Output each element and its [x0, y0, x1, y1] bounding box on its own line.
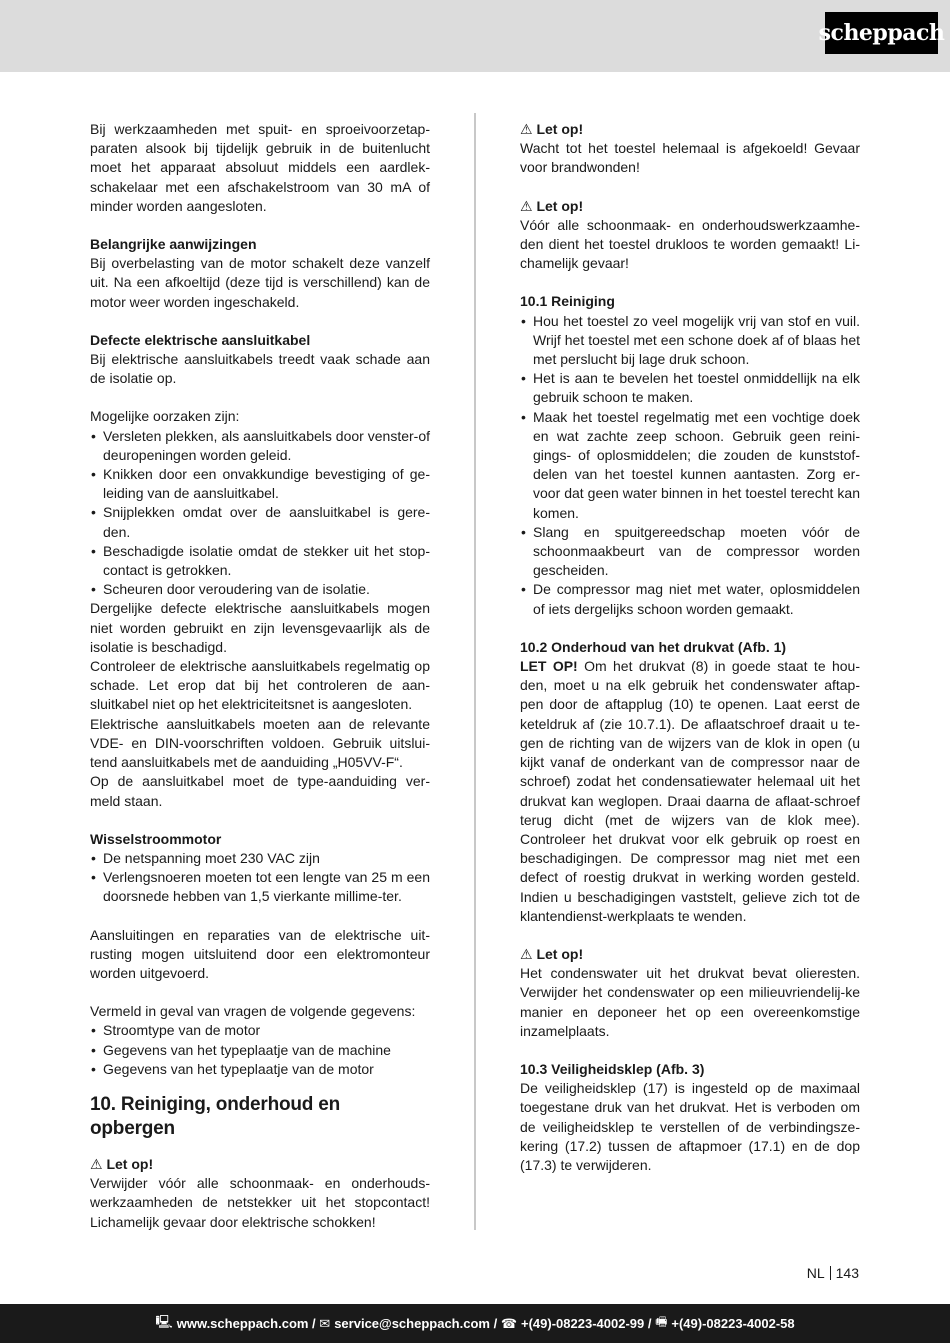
list-item: • De compressor mag niet met water, oplosmiddelen of iets dergelijks schoon worden gemaakt. [520, 580, 860, 618]
paragraph-check: Controleer de elektrische aansluitkabels regelmatig op schade. Let erop dat bij het controleren de aan-sluitkabel niet op het elektriciteitsnet is aangesloten. [90, 658, 430, 713]
list-item: • Scheuren door veroudering van de isolatie. [90, 580, 430, 599]
footer-phone: +(49)-08223-4002-99 / [521, 1316, 652, 1331]
computer-icon: 🖳 [155, 1313, 173, 1329]
paragraph-questions: Vermeld in geval van vragen de volgende gegevens: [90, 1003, 416, 1020]
heading-important-notes: Belangrijke aanwijzingen [90, 236, 257, 253]
list-item: • Verlengsnoeren moeten tot een lengte van 25 m een doorsnede hebben van 1,5 vierkante millime-ter. [90, 868, 430, 906]
warning-icon: ⚠ [520, 945, 533, 962]
warning-icon: ⚠ [520, 197, 533, 214]
list-item: • De netspanning moet 230 VAC zijn [90, 849, 430, 868]
section-10-heading: 10. Reiniging, onderhoud en opbergen [90, 1093, 341, 1139]
paragraph-pressure-vessel: LET OP! Om het drukvat (8) in goede staat te hou-den, moet u na elk gebruik het condenswater aftap-pen door de aftapplug (10) te openen. Laat eerst de keteldruk af (zie 10.7.1). De aflaatschroef draait u te-gen de richting van de wijzers van de klok in open (u kijkt vanaf de onderkant van de compressor naar de schroef) zodat het condensatiewater helemaal uit het drukvat kan weglopen. Draai daarna de aflaat-schroef terug dicht (met de wijzers van de klok mee). Controleer het drukvat voor elk gebruik op roest en beschadigingen. De compressor mag niet met een defect of roestig drukvat in werking worden gesteld. Indien u beschadigingen vaststelt, gelieve zich tot de klantendienst-werkplaats te wenden. [520, 658, 860, 924]
scheppach-logo: scheppach [825, 12, 938, 54]
list-item: • Gegevens van het typeplaatje van de motor [90, 1060, 430, 1079]
paragraph-dangerous: Dergelijke defecte elektrische aansluitkabels mogen niet worden gebruikt en zijn levensgevaarlijk als de isolatie is beschadigd. [90, 600, 430, 655]
page-footer [0, 1304, 950, 1343]
warning-heading: ⚠ Let op! [520, 121, 584, 137]
list-item: • Knikken door een onvakkundige bevestiging of ge-leiding van de aansluitkabel. [90, 465, 430, 503]
page-number: NL 143 [806, 1265, 859, 1281]
warning-text: Verwijder vóór alle schoonmaak- en onderhouds-werkzaamheden de netstekker uit het stopcontact! Lichamelijk gevaar door elektrische schokken! [90, 1175, 430, 1230]
warning-heading: ⚠ Let op! [520, 945, 584, 962]
heading-10-3: 10.3 Veiligheidsklep (Afb. 3) [520, 1060, 705, 1077]
paragraph-spray: Bij werkzaamheden met spuit- en sproeivoorzetap-paraten alsook bij tijdelijk gebruik in de buitenlucht moet het apparaat absoluut middels een aardlek-schakelaar met een afschakelstroom van 30 mA of minder worden aangesloten. [90, 121, 430, 214]
fax-icon: 🖷 [655, 1313, 668, 1329]
list-item: • Stroomtype van de motor [90, 1021, 430, 1040]
mail-icon: ✉ [319, 1315, 331, 1331]
list-item: • Gegevens van het typeplaatje van de machine [90, 1041, 430, 1060]
warning-text: Wacht tot het toestel helemaal is afgekoeld! Gevaar voor brandwonden! [520, 140, 860, 176]
paragraph-vde: Elektrische aansluitkabels moeten aan de relevante VDE- en DIN-voorschriften voldoen. Gebruik uitslui-tend aansluitkabels met de aanduiding „H05VV-F“. [90, 715, 430, 771]
footer-fax: +(49)-08223-4002-58 [671, 1316, 795, 1331]
footer-email: service@scheppach.com / [334, 1316, 498, 1331]
warning-icon: ⚠ [520, 121, 533, 137]
left-column [90, 120, 430, 1232]
paragraph-causes-intro: Mogelijke oorzaken zijn: [90, 408, 240, 425]
paragraph-electrician: Aansluitingen en reparaties van de elektrische uit-rusting mogen uitsluitend door een elektromonteur worden uitgevoerd. [90, 926, 430, 981]
list-item: • Beschadigde isolatie omdat de stekker uit het stop-contact is getrokken. [90, 542, 430, 580]
warning-heading: ⚠ Let op! [520, 197, 584, 214]
paragraph-safety-valve: De veiligheidsklep (17) is ingesteld op de maximaal toegestane druk van het drukvat. Het is verboden om de veiligheidsklep te verstellen of de verbindingsze-kering (17.2) tussen de aftapmoer (17.1) en de dop (17.3) te verwijderen. [520, 1080, 860, 1173]
phone-icon: ☎ [500, 1315, 518, 1331]
list-item: • Maak het toestel regelmatig met een vochtige doek en wat zachte zeep schoon. Gebruik geen reini-gings- of oplosmiddelen; die zouden de kunststof-delen van het toestel kunnen aantasten. Zorg er-voor dat geen water binnen in het toestel terecht kan komen. [520, 408, 860, 523]
heading-ac-motor: Wisselstroommotor [90, 830, 222, 847]
warning-icon: ⚠ [90, 1155, 103, 1172]
list-item: • Hou het toestel zo veel mogelijk vrij van stof en vuil. Wrijf het toestel met een schone doek af of blaas het met perslucht bij lage druk schoon. [520, 312, 860, 370]
paragraph-overload: Bij overbelasting van de motor schakelt deze vanzelf uit. Na een afkoeltijd (deze tijd is verschillend) kan de motor weer worden ingeschakeld. [90, 255, 430, 310]
list-item: • Slang en spuitgereedschap moeten vóór de schoonmaakbeurt van de compressor worden gescheiden. [520, 523, 860, 581]
heading-defective-cable: Defecte elektrische aansluitkabel [90, 331, 311, 348]
questions-list [90, 1021, 430, 1079]
list-item: • Versleten plekken, als aansluitkabels door venster-of deuropeningen worden geleid. [90, 427, 430, 465]
ac-motor-list [90, 849, 430, 907]
paragraph-type: Op de aansluitkabel moet de type-aanduiding ver-meld staan. [90, 773, 430, 809]
column-divider [474, 113, 476, 1230]
heading-10-2: 10.2 Onderhoud van het drukvat (Afb. 1) [520, 638, 787, 655]
cleaning-list [520, 312, 860, 619]
footer-website: www.scheppach.com / [176, 1316, 316, 1331]
warning-text: Het condenswater uit het drukvat bevat olieresten. Verwijder het condenswater op een milieuvriendelij-ke manier en deponeer het op een overeenkomstige inzamelplaats. [520, 965, 860, 1039]
heading-10-1: 10.1 Reiniging [520, 293, 615, 310]
causes-list [90, 427, 430, 600]
right-column [520, 120, 860, 1175]
paragraph-cable-damage: Bij elektrische aansluitkabels treedt vaak schade aan de isolatie op. [90, 351, 430, 387]
warning-heading: ⚠ Let op! [90, 1155, 154, 1172]
warning-text: Vóór alle schoonmaak- en onderhoudswerkzaamhe-den dient het toestel drukloos te worden gemaakt! Li-chamelijk gevaar! [520, 216, 860, 272]
list-item: • Het is aan te bevelen het toestel onmiddellijk na elk gebruik schoon te maken. [520, 369, 860, 407]
page-header [0, 0, 950, 72]
list-item: • Snijplekken omdat over de aansluitkabel is gere-den. [90, 503, 430, 541]
